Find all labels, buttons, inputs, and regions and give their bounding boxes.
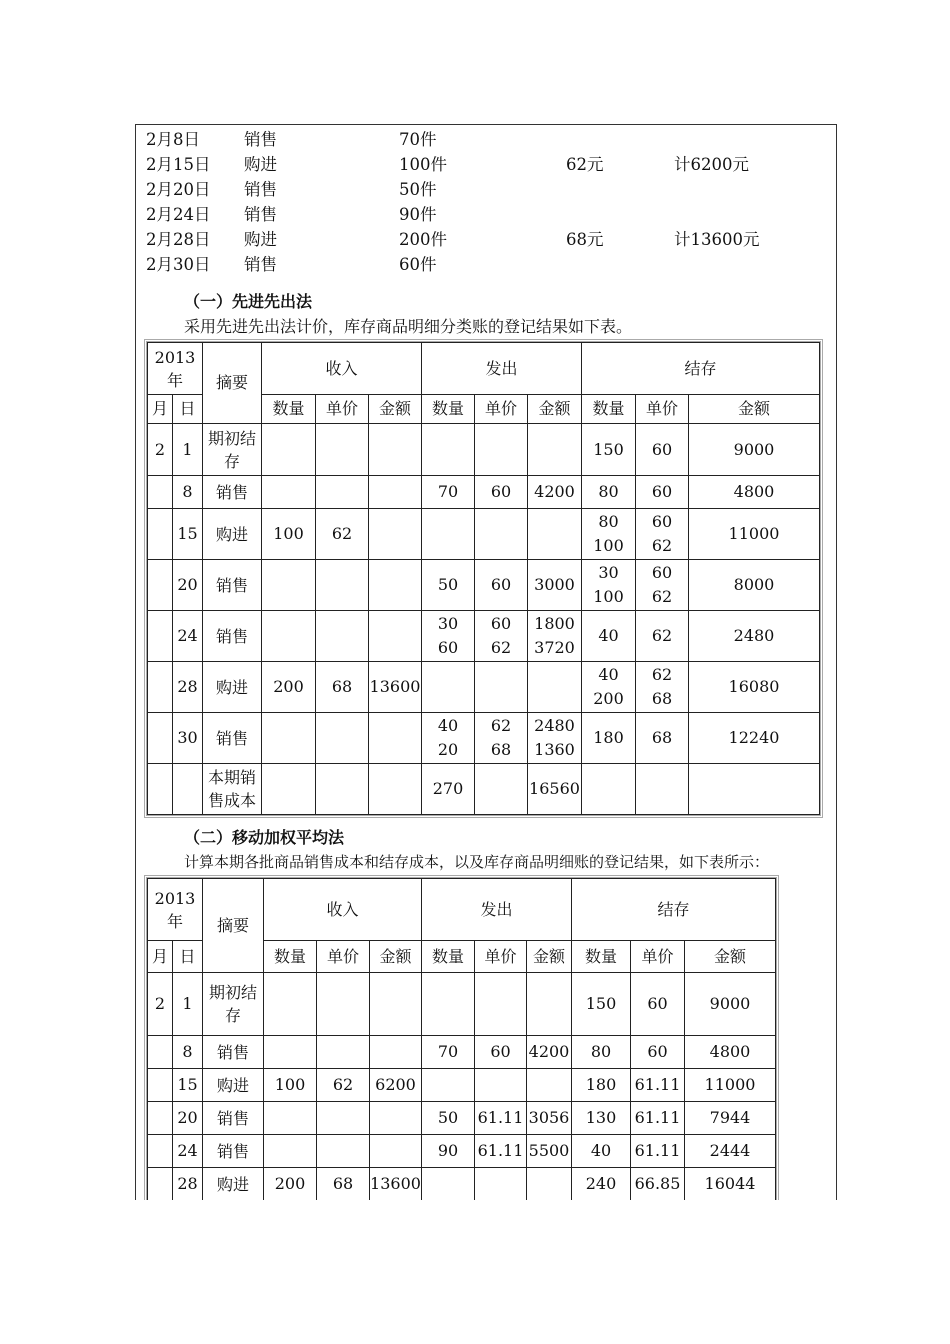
balance-price-header: 单价 (631, 941, 685, 973)
cell-month (148, 476, 173, 509)
cell-income-amount (369, 764, 422, 815)
cell-income-qty: 100 (262, 509, 316, 560)
cell-balance-qty: 80 (572, 1036, 631, 1069)
cell-issue-amount (528, 424, 582, 476)
cell-issue-qty: 50 (422, 560, 475, 611)
day-header: 日 (173, 395, 203, 424)
cell-income-qty: 200 (264, 1168, 317, 1201)
cell-income-amount: 6200 (370, 1069, 422, 1102)
cell-income-price: 62 (316, 509, 369, 560)
moving-average-ledger-table (144, 875, 779, 1200)
cell-day: 28 (173, 662, 203, 713)
cell-day: 30 (173, 713, 203, 764)
year-header: 2013年 (148, 343, 203, 395)
balance-amount-header: 金额 (689, 395, 820, 424)
summary-header: 摘要 (203, 879, 264, 973)
cell-month (148, 764, 173, 815)
table-row (148, 662, 820, 713)
cell-income-qty: 200 (262, 662, 316, 713)
cell-income-price (316, 476, 369, 509)
cell-month (148, 1168, 173, 1201)
cell-day: 8 (173, 476, 203, 509)
cell-month (148, 1102, 173, 1135)
cell-issue-price: 61.11 (475, 1135, 527, 1168)
cell-issue-amount: 16560 (528, 764, 582, 815)
cell-income-amount (370, 1036, 422, 1069)
transaction-entry (146, 227, 826, 252)
cell-balance-amount: 4800 (689, 476, 820, 509)
cell-day: 24 (173, 611, 203, 662)
cell-balance-price: 66.85 (631, 1168, 685, 1201)
cell-month (148, 509, 173, 560)
cell-summary: 销售 (203, 560, 262, 611)
cell-income-price (317, 1036, 370, 1069)
cell-balance-qty: 180 (572, 1069, 631, 1102)
cell-income-price (316, 713, 369, 764)
balance-header: 结存 (582, 343, 820, 395)
cell-issue-qty: 50 (422, 1102, 475, 1135)
cell-balance-qty: 40 200 (582, 662, 636, 713)
fifo-ledger-table (144, 339, 823, 818)
entry-type: 销售 (244, 180, 277, 199)
summary-header: 摘要 (203, 343, 262, 424)
cell-balance-qty: 240 (572, 1168, 631, 1201)
year-header: 2013年 (148, 879, 203, 941)
issue-header: 发出 (422, 879, 572, 941)
income-header: 收入 (264, 879, 422, 941)
cell-income-qty (262, 560, 316, 611)
table-row (148, 560, 820, 611)
transaction-entry (146, 202, 826, 227)
cell-income-price: 62 (317, 1069, 370, 1102)
cell-balance-amount: 7944 (685, 1102, 776, 1135)
cell-income-amount (369, 476, 422, 509)
entry-type: 销售 (244, 130, 277, 149)
cell-balance-price: 68 (636, 713, 689, 764)
cell-balance-price: 60 62 (636, 509, 689, 560)
cell-issue-qty: 270 (422, 764, 475, 815)
cell-issue-price (475, 509, 528, 560)
cell-balance-qty: 40 (582, 611, 636, 662)
cell-balance-price: 60 (631, 973, 685, 1036)
cell-balance-amount: 8000 (689, 560, 820, 611)
entry-qty: 200件 (399, 230, 447, 249)
cell-balance-price: 62 (636, 611, 689, 662)
cell-issue-price (475, 662, 528, 713)
cell-balance-amount: 11000 (685, 1069, 776, 1102)
cell-income-amount (369, 424, 422, 476)
balance-header: 结存 (572, 879, 776, 941)
section1-intro: 采用先进先出法计价，库存商品明细分类账的登记结果如下表。 (184, 317, 633, 336)
issue-price-header: 单价 (475, 941, 527, 973)
transaction-entry (146, 152, 826, 177)
cell-issue-qty (422, 509, 475, 560)
entry-date: 2月24日 (146, 205, 211, 224)
cell-issue-price: 61.11 (475, 1102, 527, 1135)
cell-balance-qty: 30 100 (582, 560, 636, 611)
cell-day: 15 (173, 1069, 203, 1102)
table-row (148, 713, 820, 764)
section1-heading: （一）先进先出法 (184, 292, 313, 311)
cell-issue-amount: 4200 (527, 1036, 572, 1069)
entry-type: 销售 (244, 205, 277, 224)
issue-header: 发出 (422, 343, 582, 395)
cell-issue-amount: 5500 (527, 1135, 572, 1168)
cell-issue-amount: 3056 (527, 1102, 572, 1135)
table-row (148, 1135, 776, 1168)
entry-date: 2月20日 (146, 180, 211, 199)
cell-balance-price: 62 68 (636, 662, 689, 713)
cell-issue-price (475, 1168, 527, 1201)
cell-balance-price: 60 (631, 1036, 685, 1069)
cell-balance-price: 61.11 (631, 1069, 685, 1102)
document-frame (135, 124, 837, 1200)
cell-summary: 期初结存 (203, 424, 262, 476)
balance-qty-header: 数量 (582, 395, 636, 424)
balance-qty-header: 数量 (572, 941, 631, 973)
cell-day: 8 (173, 1036, 203, 1069)
cell-issue-qty (422, 973, 475, 1036)
balance-amount-header: 金额 (685, 941, 776, 973)
transaction-entry (146, 127, 826, 152)
cell-income-price (317, 1135, 370, 1168)
cell-issue-amount (528, 662, 582, 713)
entry-qty: 50件 (399, 180, 437, 199)
cell-income-price: 68 (316, 662, 369, 713)
entry-qty: 70件 (399, 130, 437, 149)
cell-income-qty: 100 (264, 1069, 317, 1102)
issue-qty-header: 数量 (422, 395, 475, 424)
income-amount-header: 金额 (370, 941, 422, 973)
cell-balance-price (636, 764, 689, 815)
cell-balance-qty: 40 (572, 1135, 631, 1168)
cell-issue-price (475, 973, 527, 1036)
cell-income-amount (370, 1135, 422, 1168)
cell-summary: 销售 (203, 611, 262, 662)
transaction-entry (146, 177, 826, 202)
cell-summary: 本期销售成本 (203, 764, 262, 815)
cell-balance-amount: 16080 (689, 662, 820, 713)
cell-income-qty (262, 611, 316, 662)
cell-income-price (316, 611, 369, 662)
cell-balance-qty: 130 (572, 1102, 631, 1135)
entry-date: 2月28日 (146, 230, 211, 249)
income-price-header: 单价 (316, 395, 369, 424)
cell-balance-price: 60 (636, 476, 689, 509)
table-row (148, 424, 820, 476)
cell-balance-qty: 150 (582, 424, 636, 476)
cell-income-price (316, 764, 369, 815)
cell-balance-amount: 16044 (685, 1168, 776, 1201)
entry-date: 2月8日 (146, 130, 200, 149)
cell-issue-price (475, 1069, 527, 1102)
cell-income-qty (264, 1102, 317, 1135)
entry-qty: 60件 (399, 255, 437, 274)
cell-month (148, 560, 173, 611)
cell-issue-price: 60 (475, 476, 528, 509)
cell-issue-amount (527, 1168, 572, 1201)
cell-balance-amount: 9000 (685, 973, 776, 1036)
entry-total: 计6200元 (674, 155, 749, 174)
cell-income-qty (264, 1135, 317, 1168)
table-row (148, 1069, 776, 1102)
cell-balance-amount: 2480 (689, 611, 820, 662)
cell-balance-amount: 4800 (685, 1036, 776, 1069)
month-header: 月 (148, 941, 173, 973)
cell-summary: 购进 (203, 509, 262, 560)
cell-income-qty (262, 764, 316, 815)
entry-total: 计13600元 (674, 230, 760, 249)
cell-month (148, 1069, 173, 1102)
cell-month: 2 (148, 424, 173, 476)
entry-price: 68元 (566, 230, 604, 249)
cell-balance-qty: 180 (582, 713, 636, 764)
issue-price-header: 单价 (475, 395, 528, 424)
cell-issue-amount: 1800 3720 (528, 611, 582, 662)
table-row (148, 476, 820, 509)
table-row (148, 1102, 776, 1135)
cell-balance-price: 61.11 (631, 1102, 685, 1135)
cell-issue-qty: 70 (422, 476, 475, 509)
section2-intro: 计算本期各批商品销售成本和结存成本，以及库存商品明细账的登记结果，如下表所示： (184, 853, 770, 871)
cell-day: 1 (173, 424, 203, 476)
cell-balance-qty (582, 764, 636, 815)
cell-day (173, 764, 203, 815)
cell-day: 24 (173, 1135, 203, 1168)
cell-issue-qty: 70 (422, 1036, 475, 1069)
income-header: 收入 (262, 343, 422, 395)
cell-month (148, 1036, 173, 1069)
cell-balance-price: 60 (636, 424, 689, 476)
cell-income-amount: 13600 (370, 1168, 422, 1201)
cell-income-price (317, 1102, 370, 1135)
cell-income-price (316, 560, 369, 611)
cell-issue-qty (422, 662, 475, 713)
cell-day: 20 (173, 1102, 203, 1135)
transaction-entry (146, 252, 826, 277)
cell-issue-price: 62 68 (475, 713, 528, 764)
table-row (148, 611, 820, 662)
income-qty-header: 数量 (262, 395, 316, 424)
cell-month: 2 (148, 973, 173, 1036)
cell-income-amount (369, 509, 422, 560)
cell-month (148, 713, 173, 764)
cell-income-qty (262, 713, 316, 764)
entry-date: 2月30日 (146, 255, 211, 274)
cell-issue-qty (422, 1168, 475, 1201)
cell-issue-amount: 2480 1360 (528, 713, 582, 764)
cell-income-qty (262, 424, 316, 476)
cell-balance-qty: 80 (582, 476, 636, 509)
cell-day: 15 (173, 509, 203, 560)
cell-income-amount (369, 560, 422, 611)
cell-balance-amount: 9000 (689, 424, 820, 476)
cell-issue-amount: 4200 (528, 476, 582, 509)
table-row (148, 1036, 776, 1069)
cell-balance-qty: 80 100 (582, 509, 636, 560)
cell-month (148, 611, 173, 662)
cell-income-qty (262, 476, 316, 509)
cell-issue-price: 60 (475, 1036, 527, 1069)
cell-income-amount (370, 1102, 422, 1135)
cell-balance-price: 60 62 (636, 560, 689, 611)
cell-income-qty (264, 1036, 317, 1069)
cell-issue-price (475, 424, 528, 476)
cell-balance-amount: 2444 (685, 1135, 776, 1168)
cell-income-amount: 13600 (369, 662, 422, 713)
cell-issue-qty (422, 424, 475, 476)
cell-issue-amount (527, 1069, 572, 1102)
cell-month (148, 662, 173, 713)
income-qty-header: 数量 (264, 941, 317, 973)
cell-balance-amount: 12240 (689, 713, 820, 764)
entry-date: 2月15日 (146, 155, 211, 174)
entry-type: 购进 (244, 155, 277, 174)
entry-type: 销售 (244, 255, 277, 274)
cell-income-price: 68 (317, 1168, 370, 1201)
cell-issue-qty: 40 20 (422, 713, 475, 764)
cell-income-amount (370, 973, 422, 1036)
cell-issue-price (475, 764, 528, 815)
cell-summary: 销售 (203, 1135, 264, 1168)
entry-type: 购进 (244, 230, 277, 249)
cell-day: 20 (173, 560, 203, 611)
cell-issue-qty: 30 60 (422, 611, 475, 662)
cell-month (148, 1135, 173, 1168)
cell-summary: 购进 (203, 1168, 264, 1201)
cell-balance-amount: 11000 (689, 509, 820, 560)
issue-qty-header: 数量 (422, 941, 475, 973)
cell-summary: 销售 (203, 1102, 264, 1135)
cell-summary: 销售 (203, 1036, 264, 1069)
cell-income-qty (264, 973, 317, 1036)
entry-price: 62元 (566, 155, 604, 174)
income-price-header: 单价 (317, 941, 370, 973)
table-row (148, 764, 820, 815)
cell-income-amount (369, 713, 422, 764)
entry-qty: 100件 (399, 155, 447, 174)
cell-summary: 销售 (203, 476, 262, 509)
cell-balance-price: 61.11 (631, 1135, 685, 1168)
month-header: 月 (148, 395, 173, 424)
cell-income-price (316, 424, 369, 476)
cell-issue-qty: 90 (422, 1135, 475, 1168)
cell-issue-amount (527, 973, 572, 1036)
cell-summary: 销售 (203, 713, 262, 764)
cell-issue-qty (422, 1069, 475, 1102)
cell-balance-amount (689, 764, 820, 815)
cell-issue-amount: 3000 (528, 560, 582, 611)
day-header: 日 (173, 941, 203, 973)
issue-amount-header: 金额 (527, 941, 572, 973)
cell-income-amount (369, 611, 422, 662)
income-amount-header: 金额 (369, 395, 422, 424)
cell-summary: 购进 (203, 662, 262, 713)
cell-day: 28 (173, 1168, 203, 1201)
balance-price-header: 单价 (636, 395, 689, 424)
cell-summary: 购进 (203, 1069, 264, 1102)
table-row (148, 509, 820, 560)
cell-issue-price: 60 62 (475, 611, 528, 662)
cell-income-price (317, 973, 370, 1036)
section2-heading: （二）移动加权平均法 (184, 828, 345, 847)
entry-qty: 90件 (399, 205, 437, 224)
table-row (148, 1168, 776, 1201)
cell-balance-qty: 150 (572, 973, 631, 1036)
cell-issue-amount (528, 509, 582, 560)
cell-issue-price: 60 (475, 560, 528, 611)
cell-summary: 期初结存 (203, 973, 264, 1036)
cell-day: 1 (173, 973, 203, 1036)
table-row (148, 973, 776, 1036)
issue-amount-header: 金额 (528, 395, 582, 424)
